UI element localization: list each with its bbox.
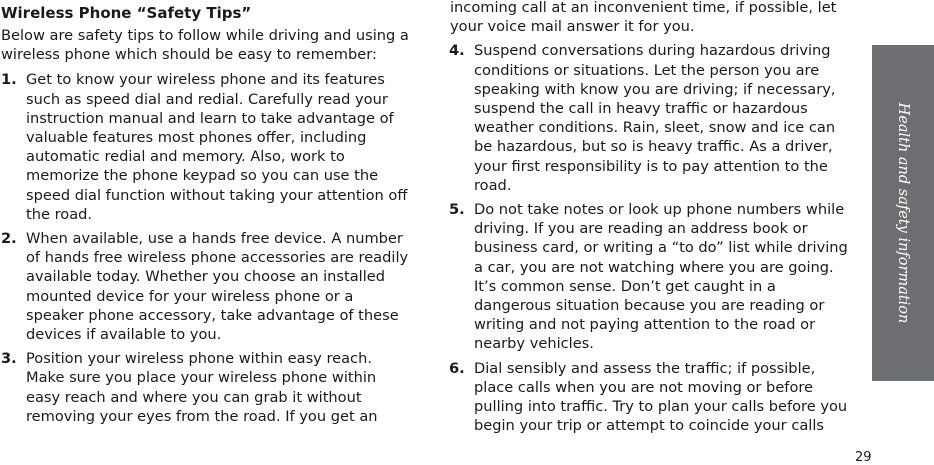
right-column (425, 0, 855, 440)
tip-text: Get to know your wireless phone and its features such as speed dial and redial. Carefully read your instruction manual and learn to take advantage of valuable features most phones offer, including automatic redial and memory. Also, work to memorize the phone keypad so you can use the speed dial function without taking your attention off the road. (26, 71, 408, 223)
tip-item (1, 349, 409, 426)
tip-number: 1. (1, 71, 17, 89)
tip-text: Do not take notes or look up phone numbers while driving. If you are reading an address book or business card, or writing a “to do” list while driving a car, you are not watching where you are going. It’s common sense. Don’t get caught in a dangerous situation because you are reading or writing and not paying attention to the road or nearby vehicles. (474, 201, 848, 353)
tip-number: 3. (1, 350, 17, 368)
tip-number: 2. (1, 230, 17, 248)
tip-item (1, 70, 409, 224)
tip-item (425, 41, 855, 195)
tip-number: 5. (449, 201, 465, 219)
tip-item (425, 359, 855, 436)
intro-paragraph: Below are safety tips to follow while driving and using a wireless phone which should be easy to remember: (1, 27, 409, 64)
side-tab-label: Health and safety information (895, 102, 911, 324)
section-side-tab (872, 45, 934, 381)
page-number: 29 (855, 450, 872, 465)
tip-continuation: incoming call at an inconvenient time, if possible, let your voice mail answer it for you. (450, 0, 837, 36)
tip-number: 6. (449, 359, 465, 377)
left-column (1, 0, 409, 431)
tip-item (1, 229, 409, 344)
tip-text: Position your wireless phone within easy reach. Make sure you place your wireless phone within easy reach and where you can grab it without removing your eyes from the road. If you get an (26, 350, 378, 425)
tip-text: When available, use a hands free device. A number of hands free wireless phone accessories are readily available today. Whether you choose an installed mounted device for your wireless phone or a speaker phone accessory, take advantage of these devices if available to you. (26, 230, 409, 344)
tip-text: Dial sensibly and assess the traffic; if possible, place calls when you are not moving or before pulling into traffic. Try to plan your calls before you begin your trip or attempt to coincide your calls (474, 359, 848, 435)
section-title: Wireless Phone “Safety Tips” (1, 4, 252, 22)
tip-item (425, 200, 855, 354)
tip-text: Suspend conversations during hazardous driving conditions or situations. Let the person you are speaking with know you are driving; if necessary, suspend the call in heavy traffic or hazardous weather conditions. Rain, sleet, snow and ice can be hazardous, but so is heavy traffic. As a driver, your first responsibility is to pay attention to the road. (474, 42, 836, 194)
tip-number: 4. (449, 42, 465, 60)
